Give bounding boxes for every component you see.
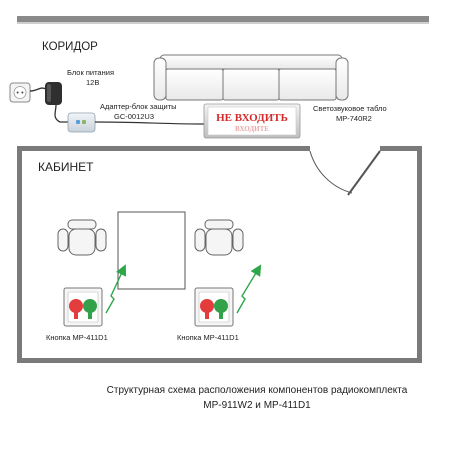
caption-part-1: МР-911W2 [203,400,253,411]
display-sign-icon [204,104,300,138]
display-sign-subtext: ВХОДИТЕ [235,125,269,133]
power-supply-label [67,68,116,87]
signal-arrow-2 [237,268,259,313]
corridor-wall [17,16,429,24]
caption-line-1: Структурная схема расположения компонентов радиокомплекта [106,385,408,396]
adapter-name: Адаптер-блок защиты [100,102,177,111]
power-supply-name: Блок питания [67,68,114,77]
socket-cable [30,88,46,91]
caption-part-2: МР-411D1 [263,400,311,411]
display-model: МР-740R2 [336,114,372,123]
office-label: КАБИНЕТ [38,160,94,174]
display-name: Светозвуковое табло [313,104,387,113]
display-cable [95,122,205,124]
signal-arrow-1 [106,268,124,313]
caption-line-2 [203,400,311,411]
display-label [313,104,389,123]
wireless-button-2-icon [195,288,233,326]
desk [118,212,185,289]
sofa [154,55,348,100]
chair-right-icon [195,220,243,255]
adapter-icon [68,113,95,132]
door [310,149,380,196]
power-supply-icon [45,82,62,105]
adapter-model: GC-0012U3 [114,112,155,121]
power-supply-voltage: 12В [86,78,100,87]
caption-connector: и [252,400,264,411]
power-socket-icon [10,83,30,102]
wireless-button-1-icon [64,288,102,326]
chair-left-icon [58,220,106,255]
corridor-label: КОРИДОР [42,41,98,53]
supply-cable [55,105,68,122]
button-2-label: Кнопка МР-411D1 [177,333,239,342]
adapter-label [100,102,179,121]
display-sign-text: НЕ ВХОДИТЬ [216,112,288,124]
button-1-label: Кнопка МР-411D1 [46,333,108,342]
